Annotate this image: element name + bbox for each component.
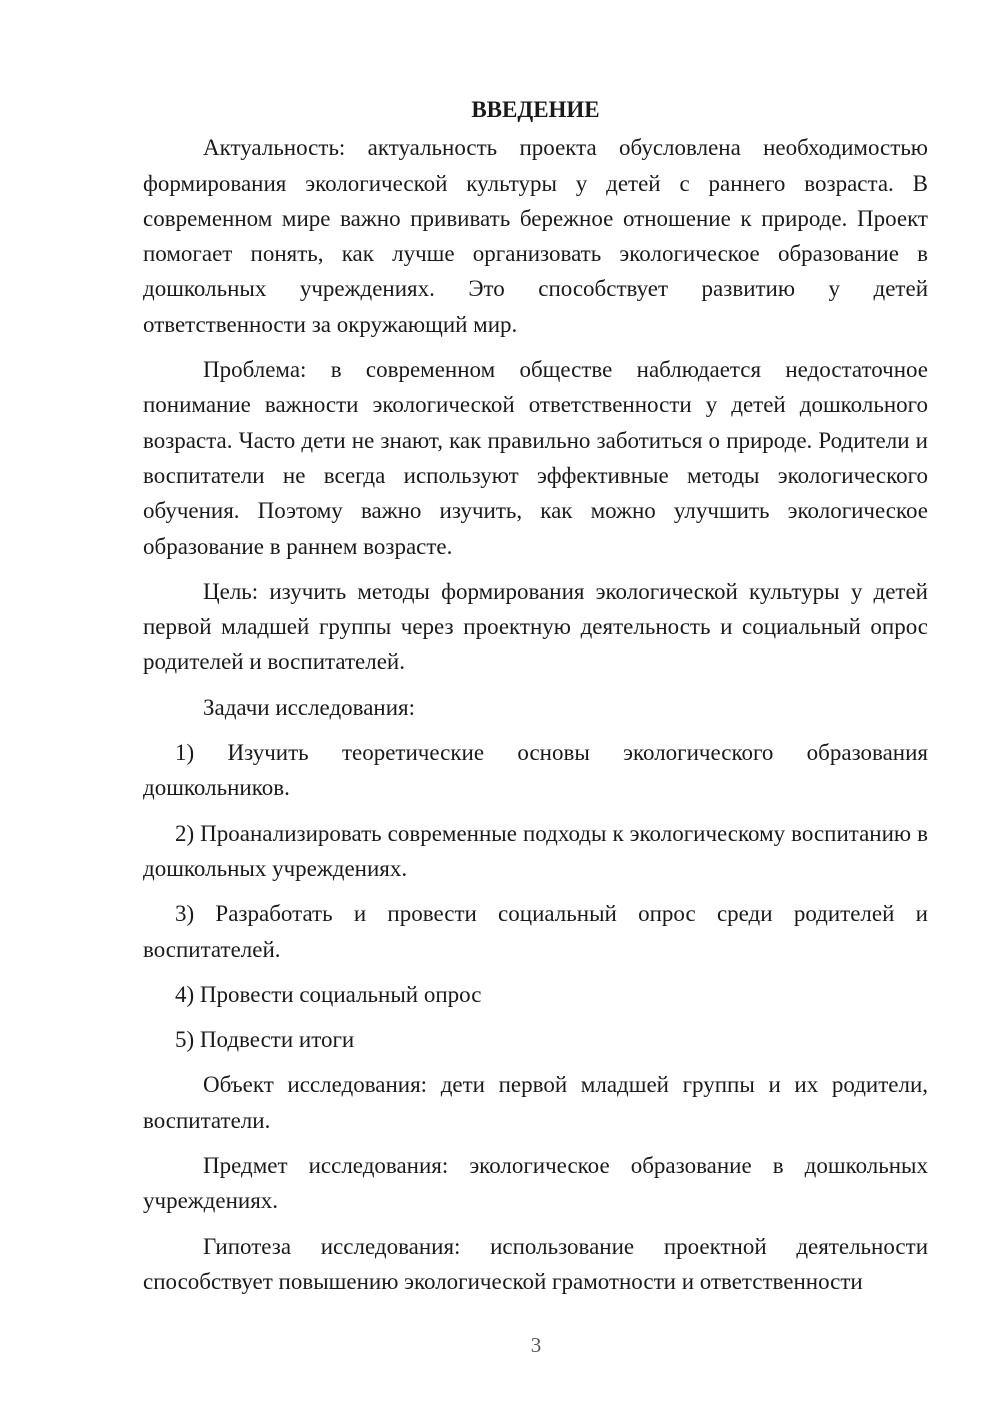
- task-item-4: 4) Провести социальный опрос: [175, 981, 482, 1007]
- paragraph-goal: Цель: изучить методы формирования экологической культуры у детей первой младшей группы через проектную деятельность и социальный опрос родителей и воспитателей.: [143, 578, 928, 675]
- section-title: ВВЕДЕНИЕ: [471, 97, 600, 122]
- paragraph-hypothesis: Гипотеза исследования: использование проектной деятельности способствует повышению экологической грамотности и ответственности: [143, 1233, 928, 1294]
- task-item-2: 2) Проанализировать современные подходы к экологическому воспитанию в дошкольных учреждениях.: [143, 820, 928, 881]
- paragraph-relevance: Актуальность: актуальность проекта обусловлена необходимостью формирования экологической культуры у детей с раннего возраста. В современном мире важно прививать бережное отношение к природе. Проект помогает понять, как лучше организовать экологическое образование в дошкольных учреждениях. Это способствует развитию у детей ответственности за окружающий мир.: [143, 135, 928, 337]
- tasks-heading: Задачи исследования:: [203, 694, 416, 720]
- paragraph-object: Объект исследования: дети первой младшей группы и их родители, воспитатели.: [143, 1072, 928, 1133]
- task-item-3: 3) Разработать и провести социальный опрос среди родителей и воспитателей.: [143, 901, 928, 962]
- page-number: 3: [530, 1333, 542, 1357]
- document-page: [143, 92, 928, 1309]
- paragraph-problem: Проблема: в современном обществе наблюдается недостаточное понимание важности экологической ответственности у детей дошкольного возраста. Часто дети не знают, как правильно заботиться о природе. Родители и воспитатели не всегда используют эффективные методы экологического обучения. Поэтому важно изучить, как можно улучшить экологическое образование в раннем возрасте.: [143, 357, 928, 559]
- paragraph-subject: Предмет исследования: экологическое образование в дошкольных учреждениях.: [143, 1153, 928, 1214]
- task-item-1: 1) Изучить теоретические основы экологического образования дошкольников.: [143, 740, 928, 801]
- task-item-5: 5) Подвести итоги: [175, 1027, 355, 1053]
